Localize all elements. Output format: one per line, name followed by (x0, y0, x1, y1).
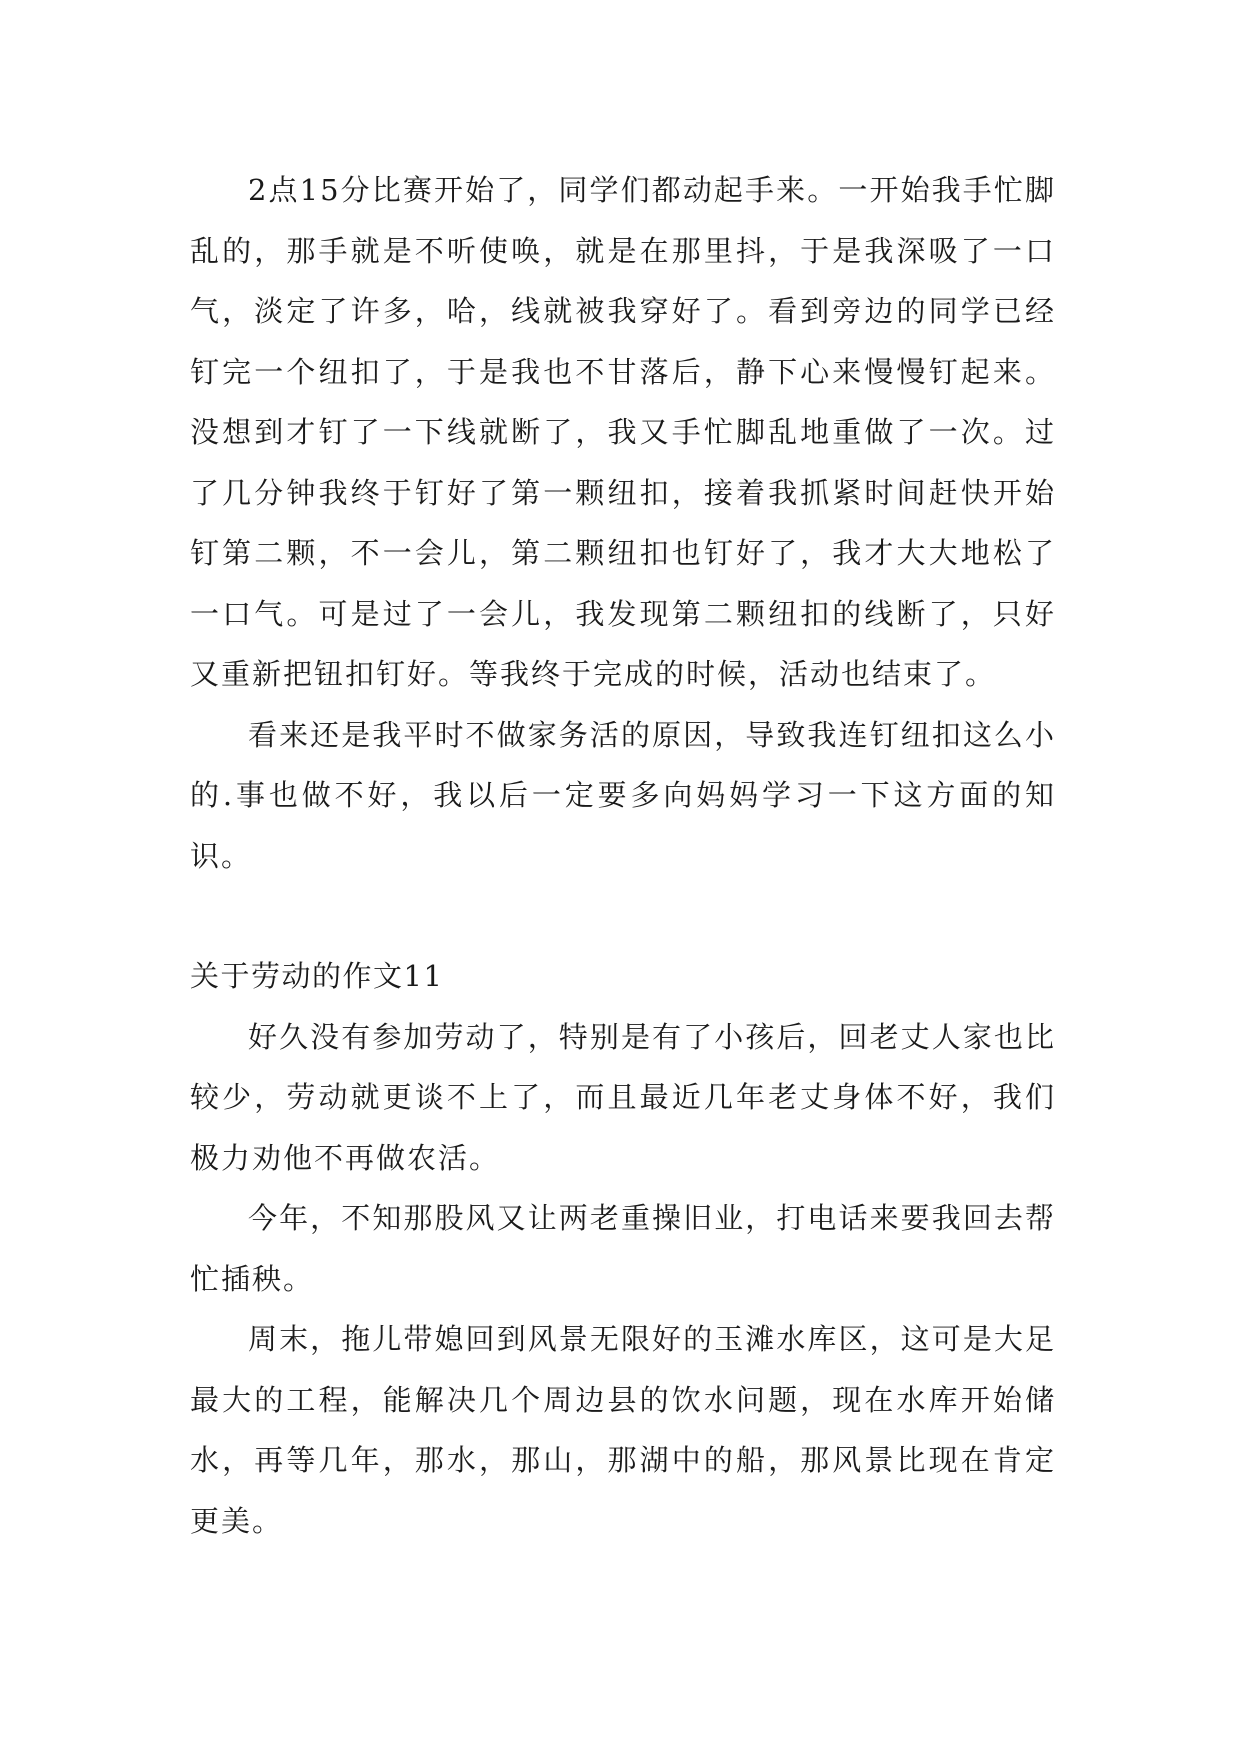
document-body (190, 160, 1056, 1551)
paragraph-sewing-contest: 2点15分比赛开始了，同学们都动起手来。一开始我手忙脚乱的，那手就是不听使唤，就是在那里抖，于是我深吸了一口气，淡定了许多，哈，线就被我穿好了。看到旁边的同学已经钉完一个纽扣了，于是我也不甘落后，静下心来慢慢钉起来。没想到才钉了一下线就断了，我又手忙脚乱地重做了一次。过了几分钟我终于钉好了第一颗纽扣，接着我抓紧时间赶快开始钉第二颗，不一会儿，第二颗纽扣也钉好了，我才大大地松了一口气。可是过了一会儿，我发现第二颗纽扣的线断了，只好又重新把钮扣钉好。等我终于完成的时候，活动也结束了。 (190, 173, 1056, 691)
essay-title: 关于劳动的作文11 (190, 959, 444, 993)
paragraph-long-time-no-labor: 好久没有参加劳动了，特别是有了小孩后，回老丈人家也比较少，劳动就更谈不上了，而且最近几年老丈身体不好，我们极力劝他不再做农活。 (190, 1019, 1056, 1175)
paragraph-reflection: 看来还是我平时不做家务活的原因，导致我连钉纽扣这么小的.事也做不好，我以后一定要多向妈妈学习一下这方面的知识。 (190, 717, 1056, 873)
paragraph-phone-call: 今年，不知那股风又让两老重操旧业，打电话来要我回去帮忙插秧。 (190, 1201, 1056, 1296)
paragraph-weekend-reservoir: 周末，拖儿带媳回到风景无限好的玉滩水库区，这可是大足最大的工程，能解决几个周边县的饮水问题，现在水库开始储水，再等几年，那水，那山，那湖中的船，那风景比现在肯定更美。 (190, 1322, 1056, 1538)
